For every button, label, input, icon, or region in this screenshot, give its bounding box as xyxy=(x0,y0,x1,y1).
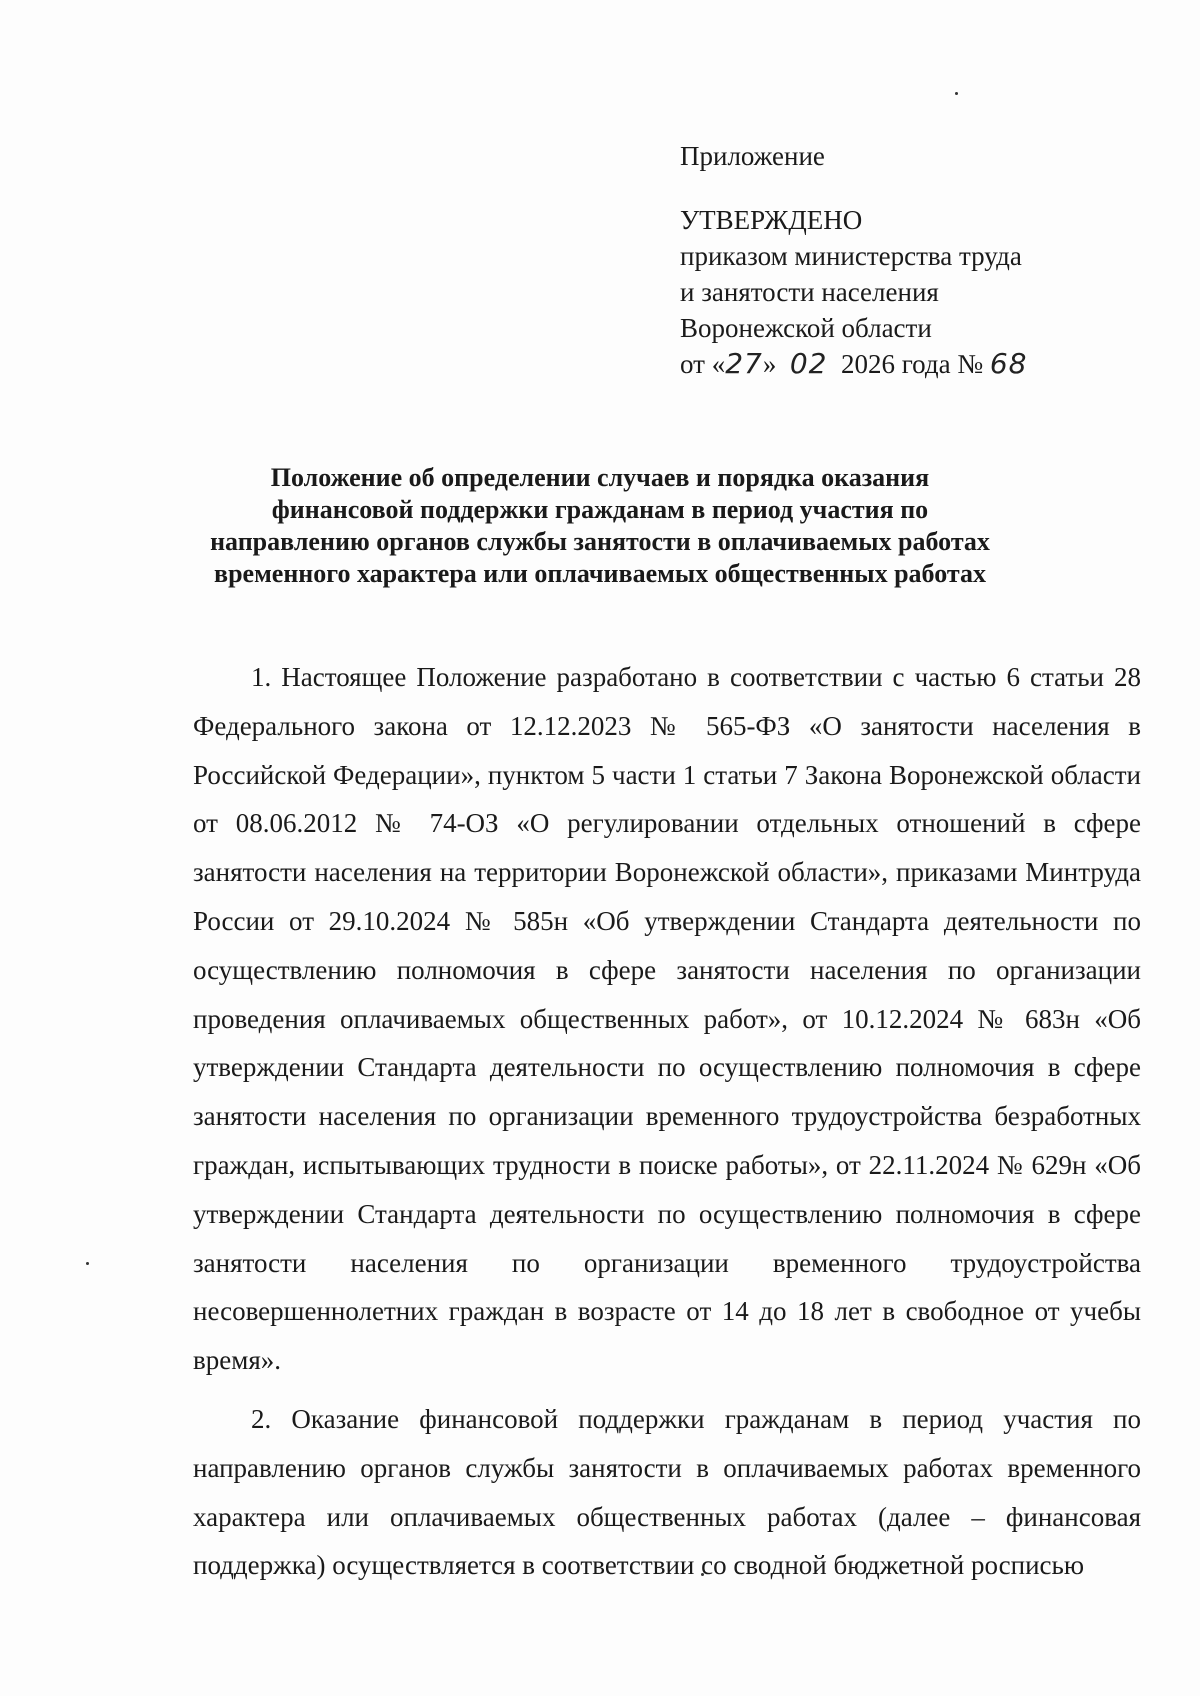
handwritten-number: 68 xyxy=(989,347,1028,380)
approval-block xyxy=(680,138,1140,382)
paragraph: 1. Настоящее Положение разработано в соответствии с частью 6 статьи 28 Федерального закона от 12.12.2023 № 565-ФЗ «О занятости населения в Российской Федерации», пунктом 5 части 1 статьи 7 Закона Воронежской области от 08.06.2012 № 74-ОЗ «О регулировании отдельных отношений в сфере занятости населения на территории Воронежской области», приказами Минтруда России от 29.10.2024 № 585н «Об утверждении Стандарта деятельности по осуществлению полномочия в сфере занятости населения по организации проведения оплачиваемых общественных работ», от 10.12.2024 № 683н «Об утверждении Стандарта деятельности по осуществлению полномочия в сфере занятости населения по организации временного трудоустройства безработных граждан, испытывающих трудности в поиске работы», от 22.11.2024 № 629н «Об утверждении Стандарта деятельности по осуществлению полномочия в сфере занятости населения по организации временного трудоустройства несовершеннолетних граждан в возрасте от 14 до 18 лет в свободное от учебы время». xyxy=(193,662,1141,1376)
attachment-label: Приложение xyxy=(680,141,825,171)
approval-date-line xyxy=(680,346,1140,382)
approval-line: и занятости населения xyxy=(680,277,939,307)
paragraph: 2. Оказание финансовой поддержки гражданам в период участия по направлению органов службы занятости в оплачиваемых работах временного характера или оплачиваемых общественных работах (далее – финансовая поддержка) осуществляется в соответствии со сводной бюджетной росписью xyxy=(193,1403,1141,1581)
approved-label: УТВЕРЖДЕНО xyxy=(680,205,863,235)
handwritten-month: 02 xyxy=(789,347,828,380)
date-close-quote: » xyxy=(762,349,777,379)
approval-line: Воронежской области xyxy=(680,313,932,343)
scan-speck xyxy=(955,92,958,95)
scan-speck xyxy=(86,1262,89,1265)
document-body xyxy=(193,653,1141,1600)
document-title: Положение об определении случаев и порядка оказания финансовой поддержки гражданам в период участия по направлению органов службы занятости в оплачиваемых работах временного характера или оплачиваемых общественных работах xyxy=(210,463,990,588)
handwritten-day: 27 xyxy=(725,347,763,380)
approval-line: приказом министерства труда xyxy=(680,241,1022,271)
date-year: 2026 года xyxy=(840,349,951,379)
date-prefix: от « xyxy=(680,349,726,379)
number-sign: № xyxy=(957,349,984,379)
